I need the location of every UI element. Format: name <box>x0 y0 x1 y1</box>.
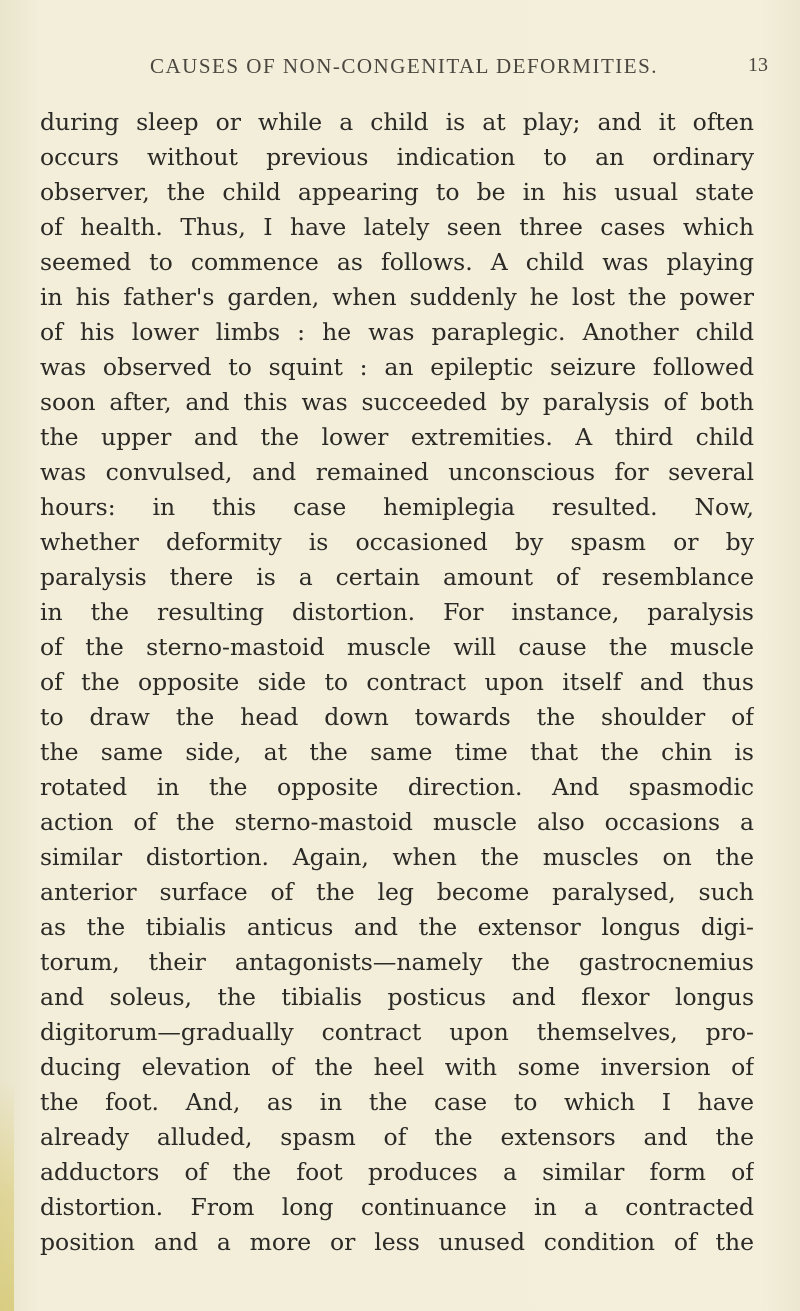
text-line: as the tibialis anticus and the extensor longus digi- <box>40 913 754 941</box>
text-line: the foot. And, as in the case to which I have <box>40 1088 754 1116</box>
text-line: rotated in the opposite direction. And spasmodic <box>40 773 754 801</box>
text-line: of his lower limbs : he was paraplegic. Another child <box>40 318 754 346</box>
text-line: was convulsed, and remained unconscious for several <box>40 458 754 486</box>
text-line: of health. Thus, I have lately seen three cases which <box>40 213 754 241</box>
text-line: paralysis there is a certain amount of resemblance <box>40 563 754 591</box>
running-header: CAUSES OF NON-CONGENITAL DEFORMITIES. <box>150 54 659 78</box>
text-line: distortion. From long continuance in a contracted <box>40 1193 754 1221</box>
text-line: of the opposite side to contract upon itself and thus <box>40 668 754 696</box>
text-line: observer, the child appearing to be in his usual state <box>40 178 754 206</box>
page-number: 13 <box>748 54 768 76</box>
page-edge-shadow <box>0 1080 14 1311</box>
text-line: and soleus, the tibialis posticus and flexor longus <box>40 983 754 1011</box>
text-line: was observed to squint : an epileptic seizure followed <box>40 353 754 381</box>
text-line: in the resulting distortion. For instance, paralysis <box>40 598 754 626</box>
body-text <box>40 105 754 1260</box>
text-line: hours: in this case hemiplegia resulted. Now, <box>40 493 754 521</box>
text-line: similar distortion. Again, when the muscles on the <box>40 843 754 871</box>
text-line: anterior surface of the leg become paralysed, such <box>40 878 754 906</box>
text-line: torum, their antagonists—namely the gastrocnemius <box>40 948 754 976</box>
text-line: seemed to commence as follows. A child was playing <box>40 248 754 276</box>
text-line: adductors of the foot produces a similar form of <box>40 1158 754 1186</box>
text-line: the same side, at the same time that the chin is <box>40 738 754 766</box>
text-line: position and a more or less unused condition of the <box>40 1228 754 1256</box>
text-line: ducing elevation of the heel with some inversion of <box>40 1053 754 1081</box>
text-line: the upper and the lower extremities. A third child <box>40 423 754 451</box>
text-line: whether deformity is occasioned by spasm or by <box>40 528 754 556</box>
text-line: during sleep or while a child is at play; and it often <box>40 108 754 136</box>
text-line: in his father's garden, when suddenly he lost the power <box>40 283 754 311</box>
text-line: already alluded, spasm of the extensors and the <box>40 1123 754 1151</box>
text-line: digitorum—gradually contract upon themselves, pro- <box>40 1018 754 1046</box>
text-line: soon after, and this was succeeded by paralysis of both <box>40 388 754 416</box>
text-line: to draw the head down towards the shoulder of <box>40 703 754 731</box>
text-line: occurs without previous indication to an ordinary <box>40 143 754 171</box>
text-line: of the sterno-mastoid muscle will cause the muscle <box>40 633 754 661</box>
text-line: action of the sterno-mastoid muscle also occasions a <box>40 808 754 836</box>
